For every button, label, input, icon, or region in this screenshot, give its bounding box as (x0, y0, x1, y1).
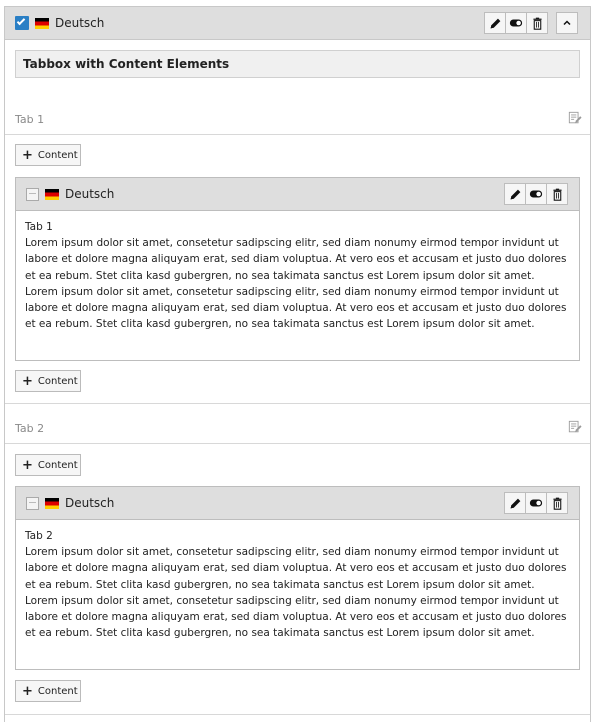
content-element-tab-1 (15, 177, 580, 361)
select-checkbox[interactable] (26, 497, 39, 510)
element-text: Lorem ipsum dolor sit amet, consetetur sadipscing elitr, sed diam nonumy eirmod tempor invidunt ut labore et dolore magna aliquyam erat, sed diam voluptua. At vero eos et accusam et justo duo dolores et ea rebum. Stet clita kasd gubergren, no sea takimata sanctus est Lorem ipsum dolor sit amet. Lorem ipsum dolor sit amet, consetetur sadipscing elitr, sed diam nonumy eirmod tempor invidunt ut labore et dolore magna aliquyam erat, sed diam voluptua. At vero eos et accusam et justo duo dolores et ea rebum. Stet clita kasd gubergren, no sea takimata sanctus est Lorem ipsum dolor sit amet. (25, 237, 567, 331)
tab-1-header (5, 105, 590, 135)
delete-button[interactable] (546, 183, 568, 205)
tab-2-header (5, 414, 590, 444)
tab-separator (5, 403, 590, 404)
delete-button[interactable] (526, 12, 548, 34)
plus-icon: + (22, 683, 33, 699)
plus-icon: + (22, 373, 33, 389)
delete-button[interactable] (546, 492, 568, 514)
select-checkbox[interactable] (15, 16, 29, 30)
element-heading: Tab 2 (25, 530, 53, 542)
german-flag-icon (35, 18, 49, 29)
add-content-button[interactable] (15, 144, 81, 166)
add-content-button[interactable] (15, 454, 81, 476)
add-content-label: Content (37, 685, 78, 697)
toggle-icon (529, 187, 543, 201)
pencil-icon (489, 17, 502, 30)
element-heading: Tab 1 (25, 221, 53, 233)
chevron-up-icon (561, 17, 573, 29)
container-language (15, 16, 104, 30)
trash-icon (551, 188, 564, 201)
tabbox-container (4, 6, 591, 722)
element-language (26, 187, 114, 201)
add-content-label: Content (37, 459, 78, 471)
add-content-label: Content (37, 375, 78, 387)
content-element-tab-2 (15, 486, 580, 670)
tab-separator (5, 714, 590, 715)
add-content-button[interactable] (15, 370, 81, 392)
edit-button[interactable] (484, 12, 506, 34)
language-label: Deutsch (65, 496, 115, 510)
add-content-button[interactable] (15, 680, 81, 702)
trash-icon (551, 497, 564, 510)
trash-icon (531, 17, 544, 30)
container-title: Tabbox with Content Elements (15, 50, 580, 78)
container-header (5, 7, 590, 40)
add-content-label: Content (37, 149, 78, 161)
tab-1-label: Tab 1 (15, 113, 45, 126)
element-actions (504, 492, 568, 514)
element-header (16, 178, 579, 211)
edit-tab-icon[interactable] (568, 420, 582, 434)
element-actions (504, 183, 568, 205)
toggle-icon (529, 496, 543, 510)
element-header (16, 487, 579, 520)
element-body (16, 211, 579, 340)
pencil-icon (509, 497, 522, 510)
element-text: Lorem ipsum dolor sit amet, consetetur sadipscing elitr, sed diam nonumy eirmod tempor invidunt ut labore et dolore magna aliquyam erat, sed diam voluptua. At vero eos et accusam et justo duo dolores et ea rebum. Stet clita kasd gubergren, no sea takimata sanctus est Lorem ipsum dolor sit amet. Lorem ipsum dolor sit amet, consetetur sadipscing elitr, sed diam nonumy eirmod tempor invidunt ut labore et dolore magna aliquyam erat, sed diam voluptua. At vero eos et accusam et justo duo dolores et ea rebum. Stet clita kasd gubergren, no sea takimata sanctus est Lorem ipsum dolor sit amet. (25, 546, 567, 640)
toggle-visibility-button[interactable] (525, 492, 547, 514)
select-checkbox[interactable] (26, 188, 39, 201)
element-language (26, 496, 114, 510)
edit-button[interactable] (504, 183, 526, 205)
element-body (16, 520, 579, 649)
container-actions (484, 12, 578, 34)
language-label: Deutsch (55, 16, 105, 30)
plus-icon: + (22, 457, 33, 473)
german-flag-icon (45, 498, 59, 509)
toggle-visibility-button[interactable] (525, 183, 547, 205)
edit-button[interactable] (504, 492, 526, 514)
pencil-icon (509, 188, 522, 201)
language-label: Deutsch (65, 187, 115, 201)
plus-icon: + (22, 147, 33, 163)
tab-2-label: Tab 2 (15, 422, 45, 435)
german-flag-icon (45, 189, 59, 200)
toggle-visibility-button[interactable] (505, 12, 527, 34)
toggle-icon (509, 16, 523, 30)
edit-tab-icon[interactable] (568, 111, 582, 125)
collapse-button[interactable] (556, 12, 578, 34)
